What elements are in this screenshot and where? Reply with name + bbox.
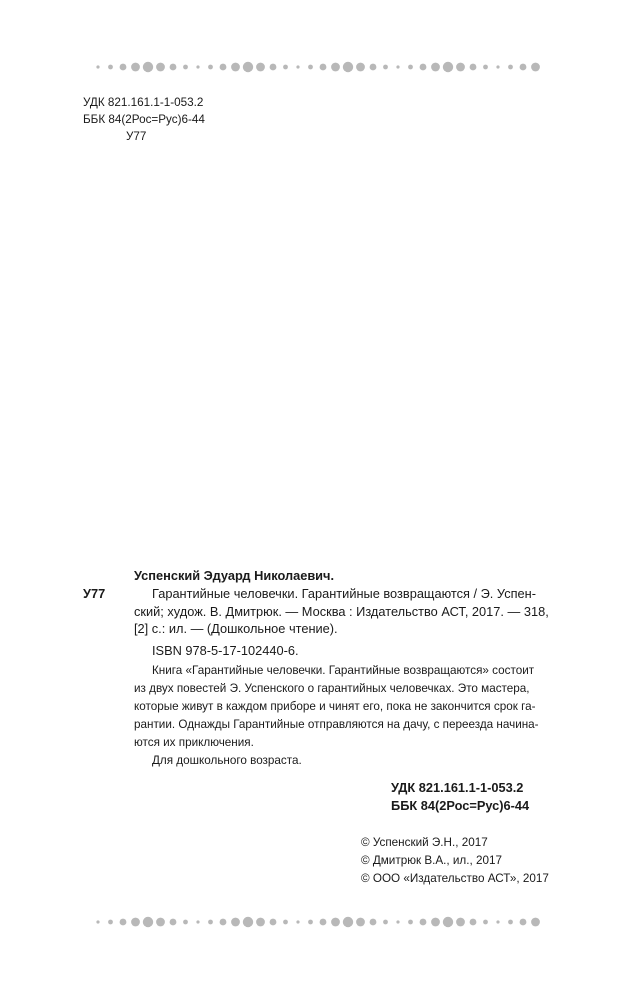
decor-dot — [408, 65, 413, 70]
entry-line-3: [2] с.: ил. — (Дошкольное чтение). — [134, 621, 338, 636]
decor-dot — [220, 919, 227, 926]
decor-dot — [243, 917, 253, 927]
decor-dot — [156, 63, 165, 72]
decor-dot — [508, 65, 513, 70]
decor-dot — [320, 64, 327, 71]
decor-dot — [508, 920, 513, 925]
decor-dot — [283, 920, 288, 925]
decor-dot — [396, 65, 399, 68]
decor-dot — [343, 62, 353, 72]
decor-dot — [156, 918, 165, 927]
decor-dot — [270, 64, 277, 71]
udk-code: УДК 821.161.1-1-053.2 — [391, 780, 524, 795]
decor-dot — [256, 918, 265, 927]
decor-dot — [496, 65, 499, 68]
copyright-publisher: © ООО «Издательство АСТ», 2017 — [361, 872, 549, 885]
annotation-line-5: ются их приключения. — [134, 736, 254, 749]
decor-dot — [296, 65, 299, 68]
entry-line-2: ский; худож. В. Дмитрюк. — Москва : Издательство АСТ, 2017. — 318, — [134, 604, 549, 619]
decor-dot — [331, 63, 340, 72]
decor-dot — [443, 917, 453, 927]
decor-dot — [196, 920, 199, 923]
decor-dot — [143, 62, 153, 72]
decor-dot — [108, 65, 113, 70]
decor-dot — [120, 64, 127, 71]
decor-dot — [96, 920, 99, 923]
decor-dot — [243, 62, 253, 72]
decor-dot — [296, 920, 299, 923]
entry-line-1: Гарантийные человечки. Гарантийные возвращаются / Э. Успен- — [152, 586, 536, 601]
decor-dot — [196, 65, 199, 68]
decor-dot — [456, 63, 465, 72]
decor-dot — [170, 919, 177, 926]
annotation-line-3: которые живут в каждом приборе и чинят его, пока не закончится срок га- — [134, 700, 536, 713]
decor-dot — [270, 919, 277, 926]
decor-dot — [431, 63, 440, 72]
decor-dot — [283, 65, 288, 70]
decor-dot — [183, 920, 188, 925]
decor-dot — [308, 65, 313, 70]
decor-dot — [383, 65, 388, 70]
decor-dot — [496, 920, 499, 923]
decor-dot — [383, 920, 388, 925]
decor-dot — [170, 64, 177, 71]
decor-dot — [443, 62, 453, 72]
top-dot-border — [0, 57, 620, 77]
decor-dot — [308, 920, 313, 925]
decor-dot — [231, 63, 240, 72]
decor-dot — [208, 920, 213, 925]
decor-dot — [483, 65, 488, 70]
decor-dot — [470, 64, 477, 71]
decor-dot — [220, 64, 227, 71]
decor-dot — [420, 919, 427, 926]
decor-dot — [108, 920, 113, 925]
annotation-line-2: из двух повестей Э. Успенского о гарантийных человечках. Это мастера, — [134, 682, 530, 695]
decor-dot — [183, 65, 188, 70]
decor-dot — [431, 918, 440, 927]
decor-dot — [370, 919, 377, 926]
author-sign-top: У77 — [126, 130, 147, 143]
decor-dot — [356, 63, 365, 72]
decor-dot — [120, 919, 127, 926]
udk-code-top: УДК 821.161.1-1-053.2 — [83, 96, 204, 109]
decor-dot — [131, 63, 140, 72]
author-heading: Успенский Эдуард Николаевич. — [134, 568, 335, 583]
decor-dot — [131, 918, 140, 927]
decor-dot — [96, 65, 99, 68]
copyright-illustrator: © Дмитрюк В.А., ил., 2017 — [361, 854, 502, 867]
decor-dot — [531, 63, 540, 72]
decor-dot — [256, 63, 265, 72]
bbk-code-top: ББК 84(2Рос=Рус)6-44 — [83, 113, 205, 126]
decor-dot — [208, 65, 213, 70]
decor-dot — [470, 919, 477, 926]
decor-dot — [483, 920, 488, 925]
decor-dot — [231, 918, 240, 927]
decor-dot — [370, 64, 377, 71]
annotation-line-1: Книга «Гарантийные человечки. Гарантийные возвращаются» состоит — [152, 664, 535, 677]
decor-dot — [320, 919, 327, 926]
author-sign: У77 — [83, 586, 106, 601]
decor-dot — [396, 920, 399, 923]
annotation-line-4: рантии. Однажды Гарантийные отправляются на дачу, с переезда начина- — [134, 718, 539, 731]
decor-dot — [331, 918, 340, 927]
decor-dot — [456, 918, 465, 927]
decor-dot — [420, 64, 427, 71]
decor-dot — [408, 920, 413, 925]
bbk-code: ББК 84(2Рос=Рус)6-44 — [391, 798, 530, 813]
decor-dot — [531, 918, 540, 927]
decor-dot — [143, 917, 153, 927]
age-rating: Для дошкольного возраста. — [152, 754, 302, 767]
decor-dot — [520, 919, 527, 926]
decor-dot — [520, 64, 527, 71]
isbn: ISBN 978-5-17-102440-6. — [152, 643, 299, 658]
decor-dot — [356, 918, 365, 927]
copyright-author: © Успенский Э.Н., 2017 — [361, 836, 488, 849]
bottom-dot-border — [0, 912, 620, 932]
decor-dot — [343, 917, 353, 927]
